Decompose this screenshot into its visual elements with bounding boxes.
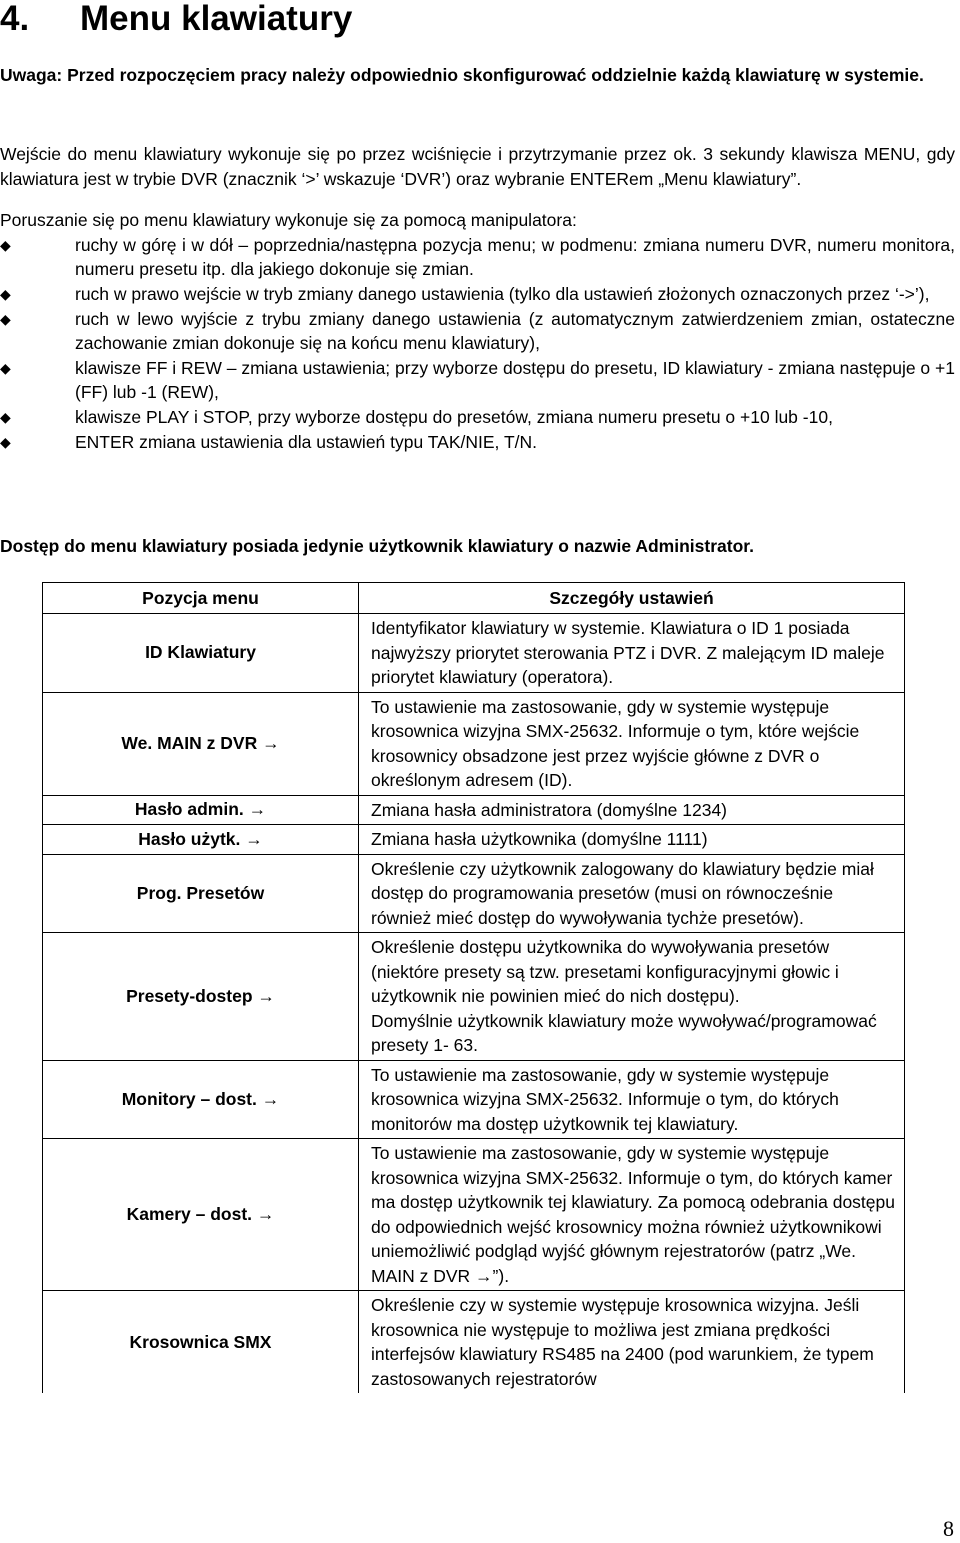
section-number: 4. bbox=[0, 0, 30, 38]
menu-item-key: Hasło użytk. → bbox=[43, 825, 359, 855]
menu-item-value: Zmiana hasła administratora (domyślne 1234) bbox=[359, 795, 905, 825]
menu-item-key: Krosownica SMX bbox=[43, 1291, 359, 1394]
diamond-bullet-icon: ◆ bbox=[0, 409, 11, 425]
diamond-bullet-icon: ◆ bbox=[0, 434, 11, 450]
warning-note: Uwaga: Przed rozpoczęciem pracy należy odpowiednio skonfigurować oddzielnie każdą klawiaturę w systemie. bbox=[0, 65, 924, 85]
menu-item-key: ID Klawiatury bbox=[43, 614, 359, 693]
table-row bbox=[43, 854, 905, 933]
list-item: ◆ klawisze PLAY i STOP, przy wyborze dostępu do presetów, zmiana numeru presetu o +10 lub -10, bbox=[0, 407, 833, 427]
list-item: ◆ ruch w lewo wyjście z trybu zmiany danego ustawienia (z automatycznym zatwierdzeniem zmian, ostateczne zachowanie zmian dokonuje się na końcu menu klawiatury), bbox=[0, 309, 955, 353]
list-item: ◆ ruch w prawo wejście w tryb zmiany danego ustawienia (tylko dla ustawień złożonych oznaczonych przez ‘->’), bbox=[0, 284, 930, 304]
menu-item-key: Hasło admin. → bbox=[43, 795, 359, 825]
menu-item-value bbox=[359, 933, 905, 1061]
table-row bbox=[43, 795, 905, 825]
diamond-bullet-icon: ◆ bbox=[0, 237, 11, 253]
arrow-right-icon: → bbox=[262, 733, 280, 753]
arrow-right-icon: → bbox=[261, 1088, 280, 1109]
section-title: Menu klawiatury bbox=[80, 0, 353, 38]
navigation-intro: Poruszanie się po menu klawiatury wykonuje się za pomocą manipulatora: bbox=[0, 210, 577, 230]
arrow-right-icon: → bbox=[248, 799, 267, 820]
column-header-value: Szczegóły ustawień bbox=[359, 583, 905, 614]
navigation-list bbox=[0, 233, 955, 455]
intro-paragraph: Wejście do menu klawiatury wykonuje się po przez wciśnięcie i przytrzymanie przez ok. 3 sekundy klawisza MENU, gdy klawiatura jest w trybie DVR (znacznik ‘>’ wskazuje ‘DVR’) oraz wybranie ENTERem „Menu klawiatury”. bbox=[0, 144, 955, 189]
table-row bbox=[43, 1060, 905, 1139]
menu-item-value: Określenie czy użytkownik zalogowany do klawiatury będzie miał dostęp do programowania presetów (musi on równocześnie również mieć dostęp do wywoływania tychże presetów). bbox=[359, 854, 905, 933]
menu-item-value: To ustawienie ma zastosowanie, gdy w systemie występuje krosownica wizyjna SMX-25632. Informuje o tym, do których kamer ma dostęp użytkownik tej klawiatury. Za pomocą odebrania dostępu do odpowiednich wejść krosownicy można również użytkownikowi uniemożliwić podgląd wyjść głównym rejestratorów (patrz „We. MAIN z DVR →”). bbox=[359, 1139, 905, 1291]
menu-item-key: Presety-dostep → bbox=[43, 933, 359, 1061]
menu-item-default-note: Domyślnie użytkownik klawiatury może wywoływać/programować presety 1- 63. bbox=[371, 1010, 877, 1055]
table-row bbox=[43, 1139, 905, 1291]
diamond-bullet-icon: ◆ bbox=[0, 286, 11, 302]
menu-item-key: Kamery – dost. → bbox=[43, 1139, 359, 1291]
menu-item-key: Monitory – dost. → bbox=[43, 1060, 359, 1139]
table-row bbox=[43, 692, 905, 795]
menu-item-description: Określenie dostępu użytkownika do wywoływania presetów (niektóre presety są tzw. presetami konfiguracyjnymi głowic i użytkownik nie powinien mieć do nich dostępu). bbox=[371, 937, 839, 1006]
list-item: ◆ ruchy w górę i w dół – poprzednia/następna pozycja menu; w podmenu: zmiana numeru DVR, numeru monitora, numeru presetu itp. dla jakiego dokonuje się zmian. bbox=[0, 235, 955, 279]
diamond-bullet-icon: ◆ bbox=[0, 311, 11, 327]
table-row bbox=[43, 825, 905, 855]
menu-item-value: To ustawienie ma zastosowanie, gdy w systemie występuje krosownica wizyjna SMX-25632. Informuje o tym, które wejście krosownicy obsadzone jest przez wyjście główne z DVR o określonym adresem (ID). bbox=[359, 692, 905, 795]
list-item: ◆ klawisze FF i REW – zmiana ustawienia; przy wyborze dostępu do presetu, ID klawiatury - zmiana następuje o +1 (FF) lub -1 (REW), bbox=[0, 358, 955, 402]
arrow-right-icon: → bbox=[245, 828, 263, 849]
table-row bbox=[43, 614, 905, 693]
page-number: 8 bbox=[943, 1516, 954, 1541]
menu-item-value: Określenie czy w systemie występuje krosownica wizyjna. Jeśli krosownica nie występuje to możliwa jest zmiana prędkości interfejsów klawiatury RS485 na 2400 (pod warunkiem, że typem zastosowanych rejestratorów bbox=[359, 1291, 905, 1394]
menu-item-value: Zmiana hasła użytkownika (domyślne 1111) bbox=[359, 825, 905, 855]
diamond-bullet-icon: ◆ bbox=[0, 360, 11, 376]
column-header-key: Pozycja menu bbox=[43, 583, 359, 614]
table-header-row bbox=[43, 583, 905, 614]
table-row bbox=[43, 1291, 905, 1394]
menu-item-value: Identyfikator klawiatury w systemie. Klawiatura o ID 1 posiada najwyższy priorytet sterowania PTZ i DVR. Z malejącym ID maleje priorytet klawiatury (operatora). bbox=[359, 614, 905, 693]
menu-item-value: To ustawienie ma zastosowanie, gdy w systemie występuje krosownica wizyjna SMX-25632. Informuje o tym, do których monitorów ma dostęp użytkownik tej klawiatury. bbox=[359, 1060, 905, 1139]
access-note: Dostęp do menu klawiatury posiada jedynie użytkownik klawiatury o nazwie Administrator. bbox=[0, 536, 754, 556]
arrow-right-icon: → bbox=[257, 985, 275, 1006]
menu-settings-table bbox=[42, 582, 905, 1393]
menu-item-key: We. MAIN z DVR → bbox=[43, 692, 359, 795]
arrow-right-icon: → bbox=[256, 1204, 275, 1224]
section-heading bbox=[0, 0, 352, 38]
menu-item-key: Prog. Presetów bbox=[43, 854, 359, 933]
list-item: ◆ ENTER zmiana ustawienia dla ustawień typu TAK/NIE, T/N. bbox=[0, 432, 537, 452]
table-row bbox=[43, 933, 905, 1061]
